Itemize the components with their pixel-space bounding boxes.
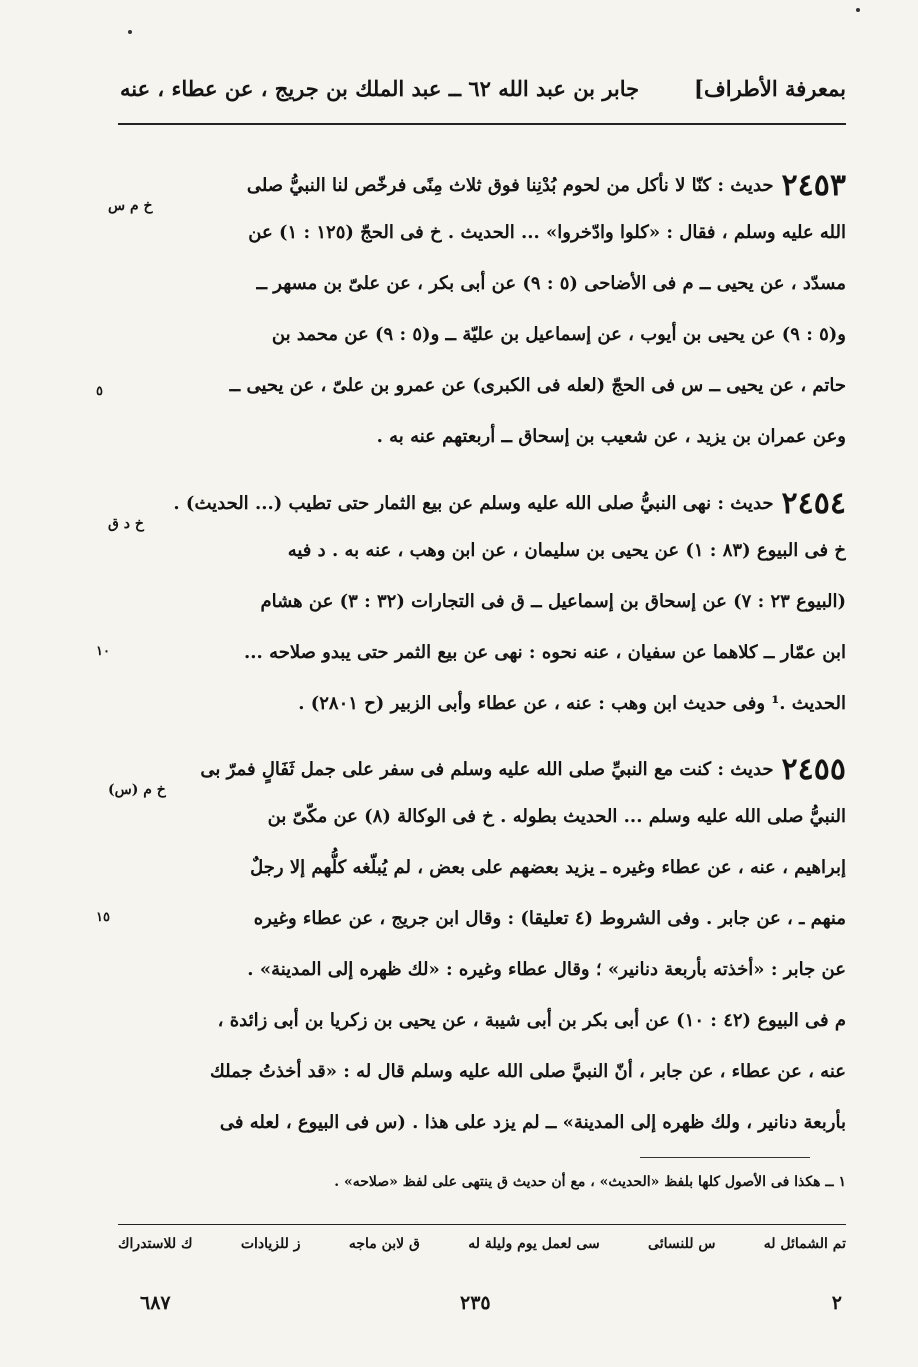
- entry-sigla: خ م (س): [108, 782, 166, 798]
- entry-number: ٢٤٥٣: [781, 168, 846, 203]
- legend-item: سى لعمل يوم وليلة له: [468, 1236, 600, 1252]
- entry-line: و(٥ : ٩) عن يحيى بن أيوب ، عن إسماعيل بن عليّة ــ و(٥ : ٩) عن محمد بن: [271, 324, 846, 345]
- entry-line: إبراهيم ، عنه ، عن عطاء وغيره ـ يزيد بعضهم على بعض ، لم يُبلّغه كلُّهم إلا رجلٌ: [250, 857, 846, 878]
- entry-text: حديث : نهى النبيُّ صلى الله عليه وسلم عن بيع الثمار حتى تطيب (... الحديث) .: [173, 493, 774, 514]
- entry-line: [110, 156, 846, 207]
- entry-line: [110, 740, 846, 791]
- entry-text: حديث : كنّا لا نأكل من لحوم بُدْنِنا فوق ثلاث مِنًى فرخّص لنا النبيُّ صلى: [246, 175, 774, 196]
- entry-line: حاتم ، عن يحيى ــ س فى الحجّ (لعله فى الكبرى) عن عمرو بن علىّ ، عن يحيى ــ: [229, 375, 846, 396]
- footer-rule: [118, 1224, 846, 1225]
- header-section-title: بمعرفة الأطراف]: [694, 76, 846, 101]
- entry-line: النبيُّ صلى الله عليه وسلم ... الحديث بطوله . خ فى الوكالة (٨) عن مكّىّ بن: [267, 806, 846, 827]
- entry-line: منهم ـ ، عن جابر . وفى الشروط (٤ تعليقا) : وقال ابن جريج ، عن عطاء وغيره: [253, 908, 846, 929]
- legend-item: ك للاستدراك: [118, 1236, 193, 1252]
- hadith-entry-2454: [96, 474, 846, 729]
- legend-item: ز للزيادات: [240, 1236, 301, 1252]
- entry-number: ٢٤٥٤: [781, 486, 846, 521]
- page-speck: [128, 30, 132, 34]
- entry-sigla: خ د ق: [108, 516, 144, 532]
- entry-line: م فى البيوع (٤٢ : ١٠) عن أبى بكر بن أبى شيبة ، عن يحيى بن زكريا بن أبى زائدة ،: [217, 1010, 846, 1031]
- entry-line: ابن عمّار ــ كلاهما عن سفيان ، عنه نحوه : نهى عن بيع الثمر حتى يبدو صلاحه ...: [244, 642, 846, 663]
- line-margin-number: ٥: [96, 384, 103, 399]
- entry-line: الحديث .¹ وفى حديث ابن وهب : عنه ، عن عطاء وأبى الزبير (ح ٢٨٠١) .: [298, 693, 846, 714]
- entry-line: مسدّد ، عن يحيى ــ م فى الأضاحى (٥ : ٩) عن أبى بكر ، عن علىّ بن مسهر ــ: [256, 273, 846, 294]
- volume-number: ٢: [831, 1292, 842, 1314]
- entry-line: وعن عمران بن يزيد ، عن شعيب بن إسحاق ــ أربعتهم عنه به .: [376, 426, 846, 447]
- entry-text: حديث : كنت مع النبيِّ صلى الله عليه وسلم فى سفر على جمل ثَفَالٍ فمرّ بى: [200, 759, 774, 780]
- hadith-entry-2453: [96, 156, 846, 462]
- entry-line: (البيوع ٢٣ : ٧) عن إسحاق بن إسماعيل ــ ق فى التجارات (٣٢ : ٣) عن هشام: [260, 591, 846, 612]
- header-chain-title: جابر بن عبد الله ٦٢ ــ عبد الملك بن جريج ، عن عطاء ، عنه: [120, 76, 640, 101]
- line-margin-number: ١٥: [96, 910, 110, 925]
- header-rule: [118, 123, 846, 125]
- sigla-legend: [118, 1236, 846, 1252]
- entry-line: [110, 474, 846, 525]
- entry-line: بأربعة دنانير ، ولك ظهره إلى المدينة» ــ لم يزد على هذا . (س فى البيوع ، لعله فى: [219, 1112, 846, 1133]
- legend-item: س للنسائى: [648, 1236, 716, 1252]
- footnote: ١ ــ هكذا فى الأصول كلها بلفظ «الحديث» ، مع أن حديث ق ينتهى على لفظ «صلاحه» .: [334, 1174, 846, 1190]
- line-margin-number: ١٠: [96, 644, 110, 659]
- entry-line: خ فى البيوع (٨٣ : ١) عن يحيى بن سليمان ، عن ابن وهب ، عنه به . د فيه: [287, 540, 846, 561]
- entry-sigla: خ م س: [108, 198, 153, 214]
- page-number-center: ٢٣٥: [460, 1292, 491, 1314]
- legend-item: تم الشمائل له: [763, 1236, 846, 1252]
- footnote-rule: [640, 1157, 810, 1158]
- entry-line: الله عليه وسلم ، فقال : «كلوا وادّخروا» ... الحديث . خ فى الحجّ (١٢٥ : ١) عن: [248, 222, 846, 243]
- entry-number: ٢٤٥٥: [781, 752, 846, 787]
- page-speck: [856, 8, 860, 12]
- hadith-entry-2455: [96, 740, 846, 1148]
- running-header: [120, 76, 846, 116]
- legend-item: ق لابن ماجه: [348, 1236, 420, 1252]
- entry-line: عنه ، عن عطاء ، عن جابر ، أنّ النبيَّ صلى الله عليه وسلم قال له : «قد أخذتُ جملك: [209, 1061, 846, 1082]
- page-number-left: ٦٨٧: [140, 1292, 171, 1314]
- entry-line: عن جابر : «أخذته بأربعة دنانير» ؛ وقال عطاء وغيره : «لك ظهره إلى المدينة» .: [247, 959, 846, 980]
